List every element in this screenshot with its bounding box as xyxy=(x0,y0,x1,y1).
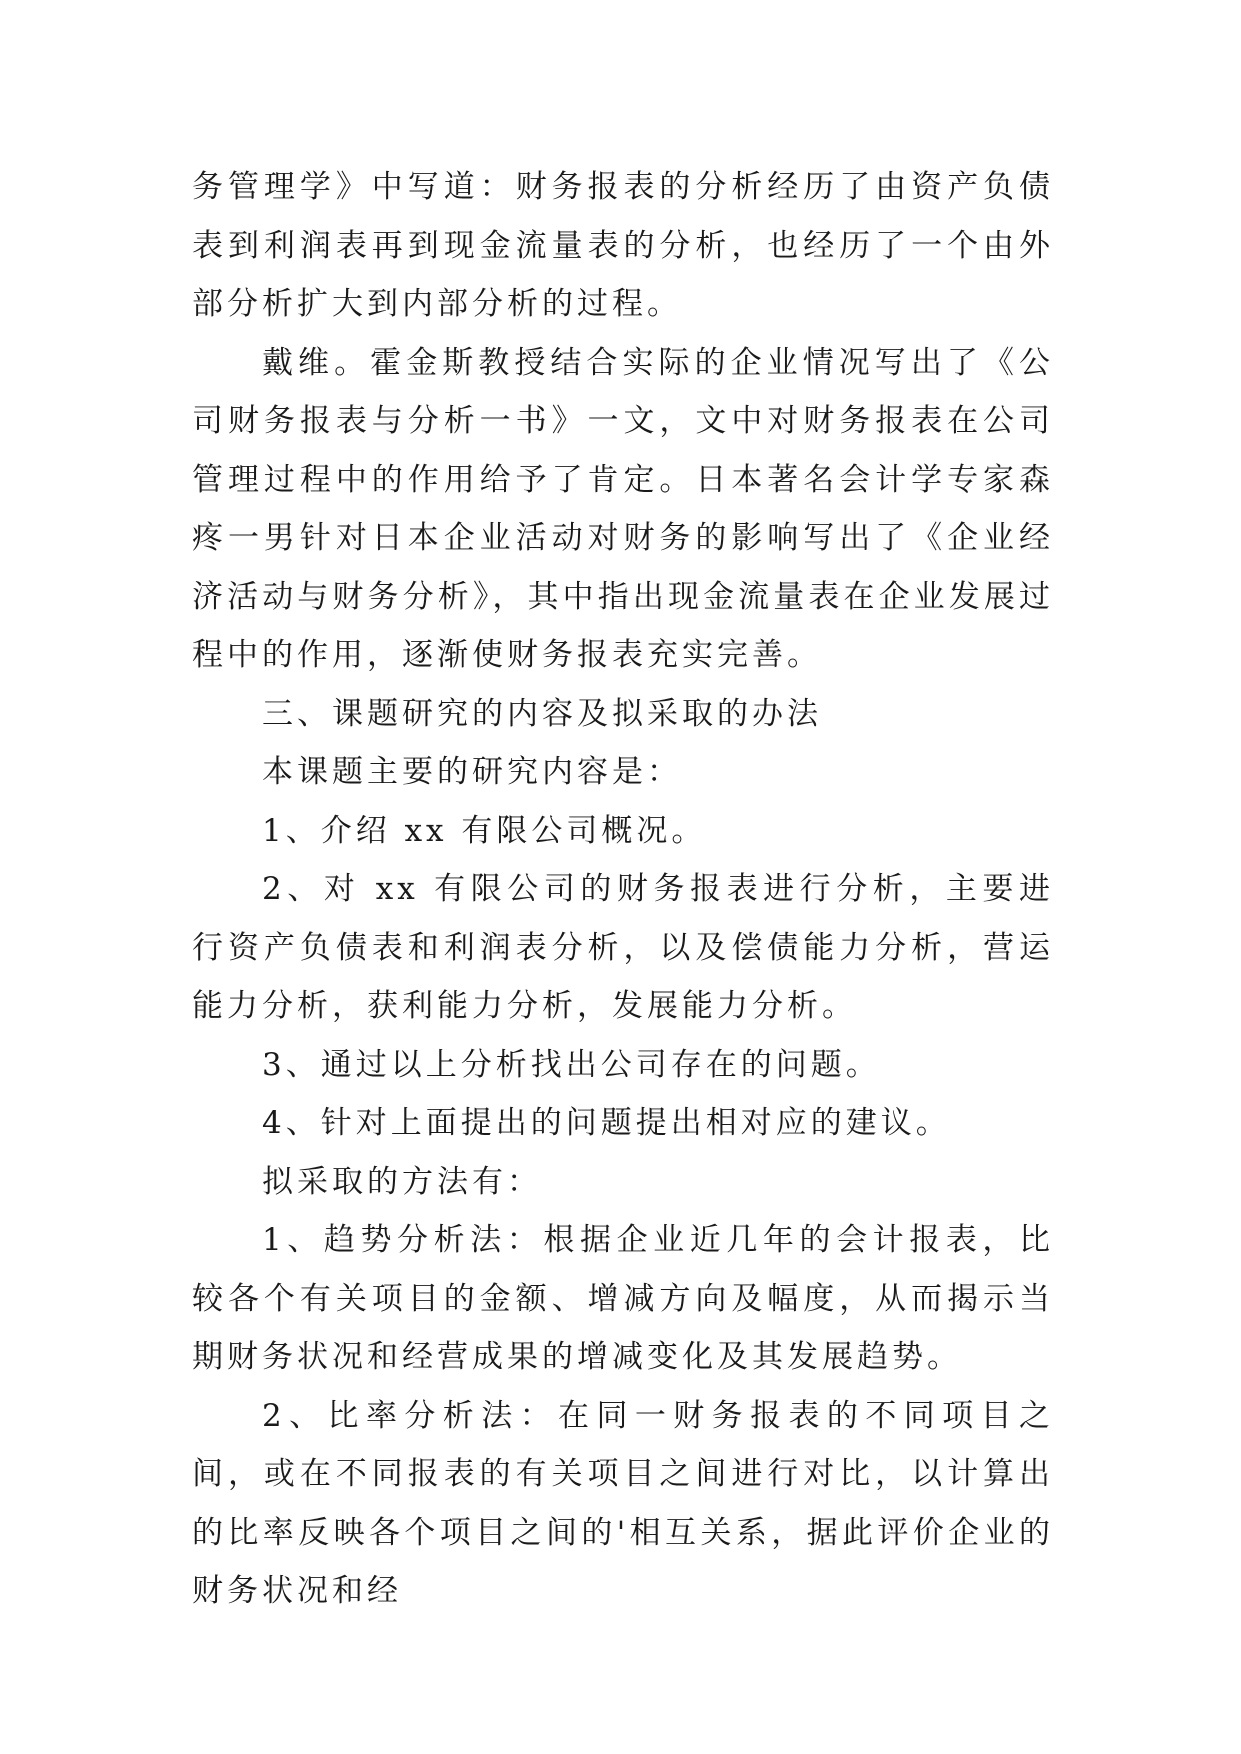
paragraph-continued: 务管理学》中写道：财务报表的分析经历了由资产负债表到利润表再到现金流量表的分析，也经历了一个由外部分析扩大到内部分析的过程。 xyxy=(192,169,1054,322)
list-item: 1、介绍 xx 有限公司概况。 xyxy=(262,812,707,849)
paragraph-research-intro: 本课题主要的研究内容是： xyxy=(262,754,682,790)
list-item: 2、对 xx 有限公司的财务报表进行分析，主要进行资产负债表和利润表分析，以及偿债能力分析，营运能力分析，获利能力分析，发展能力分析。 xyxy=(192,871,1054,1024)
paragraph-hawkins: 戴维。霍金斯教授结合实际的企业情况写出了《公司财务报表与分析一书》一文，文中对财务报表在公司管理过程中的作用给予了肯定。日本著名会计学专家森疼一男针对日本企业活动对财务的影响写出了《企业经济活动与财务分析》，其中指出现金流量表在企业发展过程中的作用，逐渐使财务报表充实完善。 xyxy=(192,344,1054,673)
method-item: 2、比率分析法：在同一财务报表的不同项目之间，或在不同报表的有关项目之间进行对比，以计算出的比率反映各个项目之间的'相互关系，据此评价企业的财务状况和经 xyxy=(192,1397,1054,1609)
document-body xyxy=(192,158,1054,1621)
method-item: 1、趋势分析法：根据企业近几年的会计报表，比较各个有关项目的金额、增减方向及幅度，从而揭示当期财务状况和经营成果的增减变化及其发展趋势。 xyxy=(192,1222,1054,1375)
section-heading: 三、课题研究的内容及拟采取的办法 xyxy=(262,695,822,732)
list-item: 3、通过以上分析找出公司存在的问题。 xyxy=(262,1046,881,1083)
list-item: 4、针对上面提出的问题提出相对应的建议。 xyxy=(262,1105,951,1141)
paragraph-methods-intro: 拟采取的方法有： xyxy=(262,1163,542,1200)
